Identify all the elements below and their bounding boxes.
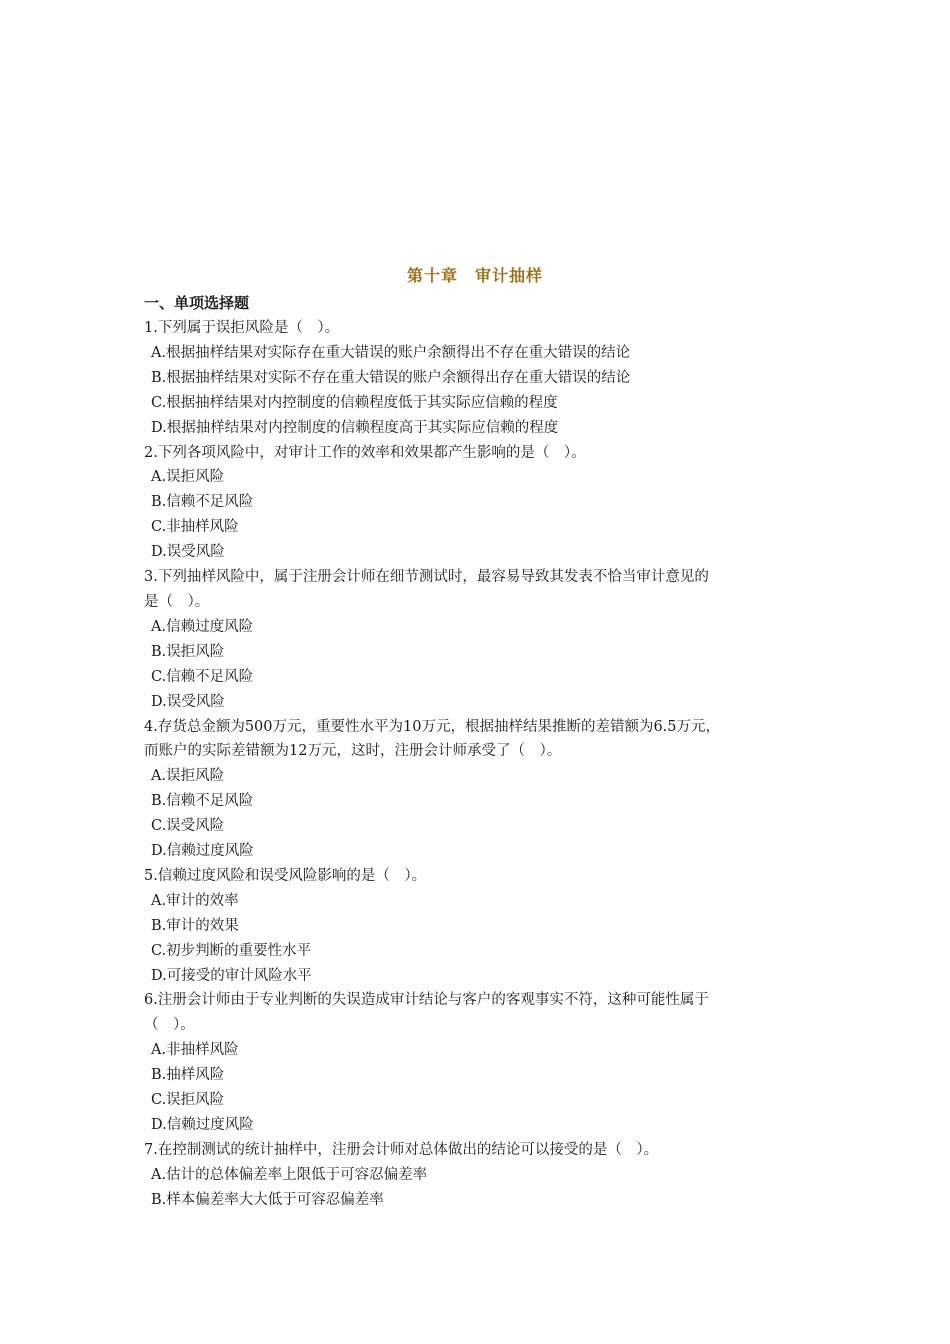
question-text: 6.注册会计师由于专业判断的失误造成审计结论与客户的客观事实不符，这种可能性属于	[144, 992, 709, 1009]
answer-option: D.可接受的审计风险水平	[151, 967, 312, 984]
question-text: 1.下列属于误拒风险是（ ）。	[144, 320, 340, 336]
answer-option: A.信赖过度风险	[151, 618, 254, 635]
question-text: 4.存货总金额为500万元，重要性水平为10万元，根据抽样结果推断的差错额为6.5万元，	[144, 718, 721, 735]
question-4	[144, 715, 814, 864]
question-text: 而账户的实际差错额为12万元，这时，注册会计师承受了（ ）。	[144, 743, 562, 760]
answer-option: B.误拒风险	[151, 643, 225, 660]
answer-option: B.抽样风险	[151, 1067, 225, 1084]
answer-option: C.误拒风险	[151, 1092, 225, 1109]
question-text: （ ）。	[144, 1017, 195, 1034]
question-text: 3.下列抽样风险中，属于注册会计师在细节测试时，最容易导致其发表不恰当审计意见的	[144, 569, 709, 586]
section-heading: 一、单项选择题	[144, 294, 250, 312]
question-text: 5.信赖过度风险和误受风险影响的是（ ）。	[144, 867, 427, 884]
answer-option: A.非抽样风险	[151, 1042, 239, 1059]
chapter-title: 第十章 审计抽样	[406, 266, 543, 285]
answer-option: A.估计的总体偏差率上限低于可容忍偏差率	[151, 1166, 428, 1183]
question-1	[144, 316, 814, 441]
question-2	[144, 441, 814, 566]
answer-option: D.误受风险	[151, 544, 225, 561]
answer-option: A.误拒风险	[151, 469, 225, 486]
question-text: 是（ ）。	[144, 593, 210, 610]
answer-option: D.根据抽样结果对内控制度的信赖程度高于其实际应信赖的程度	[151, 419, 559, 436]
answer-option: B.信赖不足风险	[151, 494, 254, 511]
answer-option: A.根据抽样结果对实际存在重大错误的账户余额得出不存在重大错误的结论	[151, 344, 631, 361]
question-6	[144, 988, 814, 1137]
answer-option: C.非抽样风险	[151, 519, 239, 536]
question-text: 7.在控制测试的统计抽样中，注册会计师对总体做出的结论可以接受的是（ ）。	[144, 1141, 659, 1158]
answer-option: C.初步判断的重要性水平	[151, 942, 312, 959]
answer-option: B.信赖不足风险	[151, 793, 254, 810]
question-list	[144, 316, 814, 1213]
answer-option: C.信赖不足风险	[151, 668, 254, 685]
answer-option: C.根据抽样结果对内控制度的信赖程度低于其实际应信赖的程度	[151, 394, 558, 411]
answer-option: D.误受风险	[151, 693, 225, 710]
question-5	[144, 864, 814, 989]
answer-option: B.根据抽样结果对实际不存在重大错误的账户余额得出存在重大错误的结论	[151, 369, 631, 386]
answer-option: D.信赖过度风险	[151, 843, 254, 860]
answer-option: D.信赖过度风险	[151, 1117, 254, 1133]
answer-option: B.样本偏差率大大低于可容忍偏差率	[151, 1191, 384, 1208]
question-3	[144, 565, 814, 714]
answer-option: A.审计的效率	[151, 892, 239, 909]
question-text: 2.下列各项风险中，对审计工作的效率和效果都产生影响的是（ ）。	[144, 444, 586, 461]
answer-option: B.审计的效果	[151, 917, 239, 934]
answer-option: C.误受风险	[151, 818, 225, 835]
answer-option: A.误拒风险	[151, 768, 225, 785]
question-7	[144, 1138, 814, 1213]
